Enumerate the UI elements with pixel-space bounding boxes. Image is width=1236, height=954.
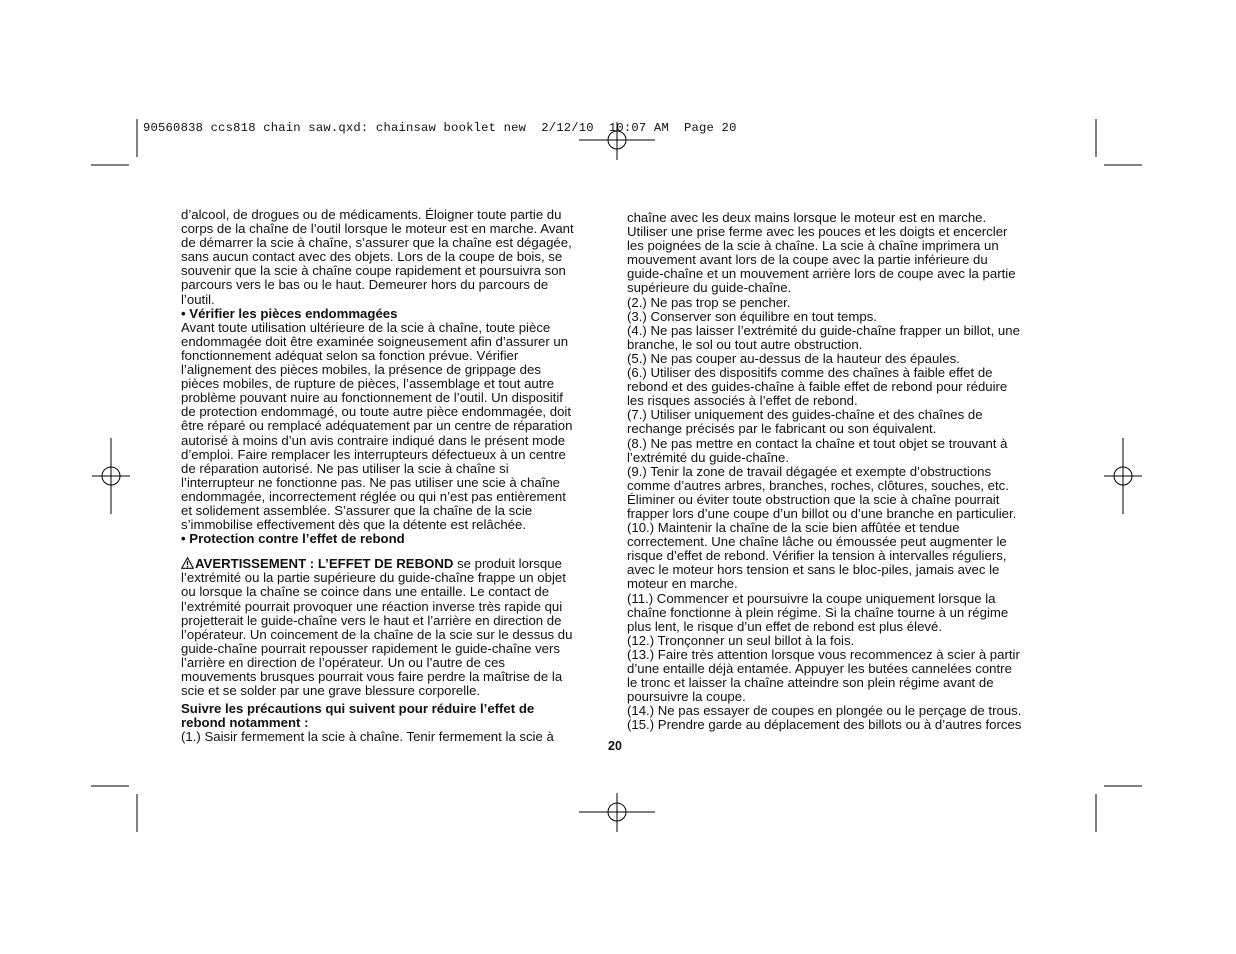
intro-text-line: sans aucun contact avec des objets. Lors de la coupe de bois, se xyxy=(181,249,563,265)
right-column-text-line: (5.) Ne pas couper au-dessus de la hauteur des épaules. xyxy=(627,350,960,366)
right-column-text-line: mouvement avant lors de la coupe avec la partie inférieure du xyxy=(627,252,988,268)
right-column-text-line: (10.) Maintenir la chaîne de la scie bien affûtée et tendue xyxy=(627,520,960,536)
right-column-text-line: (15.) Prendre garde au déplacement des billots ou à d’autres forces xyxy=(627,717,1022,733)
warning-text-line: l’opérateur. Un coincement de la chaîne de la scie sur le dessus du xyxy=(181,626,573,642)
intro-text-line: souvenir que la scie à chaîne coupe rapidement et poursuivra son xyxy=(181,263,566,279)
right-column-text-line: branche, le sol ou tout autre obstruction. xyxy=(627,336,863,352)
damaged-parts-text-line: l’alignement des pièces mobiles, la présence de grippage des xyxy=(181,362,541,378)
right-column-text-line: plus lent, le risque d’un effet de rebond est plus élevé. xyxy=(627,618,942,634)
right-column-text-line: moteur en marche. xyxy=(627,576,738,592)
right-column-text-line: risque d’effet de rebond. Vérifier la tension à intervalles réguliers, xyxy=(627,548,1007,564)
right-column-text-line: frapper lors d’une coupe d’un billot ou d’une branche en particulier. xyxy=(627,505,1017,521)
print-slug-line: 90560838 ccs818 chain saw.qxd: chainsaw booklet new 2/12/10 10:07 AM Page 20 xyxy=(143,121,737,135)
right-column-text-line: chaîne fonctionne à plein régime. Si la chaîne tourne à un régime xyxy=(627,604,1009,620)
damaged-parts-text-line: endommagée doit être examinée soigneusement afin d’assurer un xyxy=(181,333,569,349)
intro-text-line: l’outil. xyxy=(181,291,215,307)
warning-text-line: ou lorsque la chaîne se coince dans une entaille. Le contact de xyxy=(181,584,550,600)
right-column-text-line: (11.) Commencer et poursuivre la coupe uniquement lorsque la xyxy=(627,590,996,606)
damaged-parts-text-line: l’interrupteur ne fonctionne pas. Ne pas utiliser une scie à chaîne xyxy=(181,474,560,490)
right-column-text-line: poursuivre la coupe. xyxy=(627,689,746,705)
heading-check-damaged-parts: • Vérifier les pièces endommagées xyxy=(181,305,398,321)
right-column-text-line: guide-chaîne et un mouvement arrière lors de coupe avec la partie xyxy=(627,266,1016,282)
right-column-text-line: l’extrémité du guide-chaîne. xyxy=(627,449,790,465)
damaged-parts-text-line: problème pouvant nuire au fonctionnement de l’outil. Un dispositif xyxy=(181,390,563,406)
page-number: 20 xyxy=(608,739,622,753)
warning-text-line: guide-chaîne pourrait repousser rapidement le guide-chaîne vers xyxy=(181,640,560,656)
right-column-text-line: d’une entaille déjà entamée. Appuyer les butées cannelées contre xyxy=(627,661,1012,676)
damaged-parts-text-line: et solidement assemblée. S’assurer que la chaîne de la scie xyxy=(181,502,533,518)
damaged-parts-text-line: Avant toute utilisation ultérieure de la scie à chaîne, toute pièce xyxy=(181,319,551,335)
registration-mark-top xyxy=(579,122,655,160)
right-column-text-line: (8.) Ne pas mettre en contact la chaîne et tout objet se trouvant à xyxy=(627,435,1008,451)
right-column-text-line: comme d’autres arbres, branches, roches, clôtures, souches, etc. xyxy=(627,477,1009,493)
right-column-text-line: rechange précisés par le fabricant ou son équivalent. xyxy=(627,421,937,437)
warning-text-line: projetterait le guide-chaîne vers le haut et l’arrière en direction de xyxy=(181,612,562,628)
right-column-text-line: les risques associés à l’effet de rebond. xyxy=(627,393,858,409)
damaged-parts-paragraph xyxy=(181,321,607,532)
right-column-text-line: rebond et des guides-chaîne à faible effet de rebond pour réduire xyxy=(627,379,1008,395)
right-column-text-line: Utiliser une prise ferme avec les pouces et les doigts et encercler xyxy=(627,224,1008,240)
right-column-text-line: (4.) Ne pas laisser l’extrémité du guide-chaîne frapper un billot, une xyxy=(627,322,1020,338)
registration-mark-right xyxy=(1104,438,1142,514)
right-column-text-line: (12.) Tronçonner un seul billot à la fois. xyxy=(627,632,855,648)
damaged-parts-text-line: endommagée, incorrectement réglée ou qui n’est pas entièrement xyxy=(181,488,566,504)
warning-text-line: l’arrière en direction de l’opérateur. Un ou l’autre de ces xyxy=(181,654,506,670)
precaution-item-1-start: (1.) Saisir fermement la scie à chaîne. Tenir fermement la scie à xyxy=(181,729,554,745)
right-column-text-line: (13.) Faire très attention lorsque vous recommencez à scier à partir xyxy=(627,646,1020,662)
intro-text-line: corps de la chaîne de l’outil lorsque le moteur est en marche. Avant xyxy=(181,221,574,237)
damaged-parts-text-line: autorisé à moins d’un avis contraire indiqué dans le présent mode xyxy=(181,432,566,448)
warning-label: AVERTISSEMENT : L’EFFET DE REBOND xyxy=(195,556,454,572)
warning-triangle-icon xyxy=(181,557,194,569)
warning-first-line xyxy=(181,557,607,571)
precautions-heading-line: Suivre les précautions qui suivent pour réduire l’effet de xyxy=(181,701,535,717)
intro-text-line: d’alcool, de drogues ou de médicaments. Éloigner toute partie du xyxy=(181,207,562,222)
right-column-text-line: (9.) Tenir la zone de travail dégagée et exempte d’obstructions xyxy=(627,463,992,479)
precautions-heading xyxy=(181,702,607,730)
right-column-text-line: supérieure du guide-chaîne. xyxy=(627,280,792,296)
damaged-parts-text-line: d’emploi. Faire remplacer les interrupteurs défectueux à un centre xyxy=(181,446,566,462)
right-column-text-line: (7.) Utiliser uniquement des guides-chaîne et des chaînes de xyxy=(627,407,983,423)
damaged-parts-text-line: être réparé ou remplacé adéquatement par un centre de réparation xyxy=(181,418,573,434)
damaged-parts-text-line: de protection endommagé, ou toute autre pièce endommagée, doit xyxy=(181,404,572,420)
damaged-parts-text-line: de réparation autorisé. Ne pas utiliser la scie à chaîne si xyxy=(181,460,509,476)
warning-text-line: l’extrémité pourrait provoquer une réaction inverse très rapide qui xyxy=(181,598,563,614)
precautions-heading-line: rebond notamment : xyxy=(181,715,309,731)
intro-paragraph xyxy=(181,208,607,307)
right-column-text-line: (3.) Conserver son équilibre en tout temps. xyxy=(627,308,877,324)
right-column-text-line: chaîne avec les deux mains lorsque le moteur est en marche. xyxy=(627,210,987,225)
warning-paragraph xyxy=(181,571,607,698)
damaged-parts-text-line: fonctionnement adéquat selon sa fonction prévue. Vérifier xyxy=(181,347,519,363)
right-column-text-line: correctement. Une chaîne lâche ou émoussée peut augmenter le xyxy=(627,534,1007,550)
warning-text-line: mouvements brusques pourrait vous faire perdre la maîtrise de la xyxy=(181,669,563,684)
damaged-parts-text-line: pièces mobiles, de rupture de pièces, l’assemblage et tout autre xyxy=(181,376,555,392)
right-column-text-line: les poignées de la scie à chaîne. La scie à chaîne imprimera un xyxy=(627,238,999,254)
heading-kickback-protection: • Protection contre l’effet de rebond xyxy=(181,531,405,547)
intro-text-line: parcours vers le bas ou le haut. Demeurer hors du parcours de xyxy=(181,277,549,293)
warning-text-line: l’extrémité ou la partie supérieure du guide-chaîne frappe un objet xyxy=(181,570,566,586)
right-column-text-line: (6.) Utiliser des dispositifs comme des chaînes à faible effet de xyxy=(627,365,993,381)
warning-text-line: scie et se solder par une grave blessure corporelle. xyxy=(181,683,481,699)
right-column-text-line: (2.) Ne pas trop se pencher. xyxy=(627,294,791,310)
right-column-text-line: (14.) Ne pas essayer de coupes en plongée ou le perçage de trous. xyxy=(627,703,1022,719)
right-column-text-line: avec le moteur hors tension et sans le bloc-piles, jamais avec le xyxy=(627,562,1000,578)
intro-text-line: de démarrer la scie à chaîne, s’assurer que la chaîne est dégagée, xyxy=(181,235,572,251)
right-text-column xyxy=(627,211,1057,732)
left-text-column xyxy=(181,208,607,744)
right-column-text-line: Éliminer ou éviter toute obstruction que la scie à chaîne pourrait xyxy=(627,491,1000,507)
warning-first-rest: se produit lorsque xyxy=(453,556,562,572)
registration-mark-left xyxy=(92,438,130,514)
damaged-parts-text-line: s’immobilise effectivement dès que la détente est relâchée. xyxy=(181,517,527,533)
right-column-text-line: le tronc et laisser la chaîne atteindre son plein régime avant de xyxy=(627,675,994,691)
registration-mark-bottom xyxy=(579,793,655,832)
